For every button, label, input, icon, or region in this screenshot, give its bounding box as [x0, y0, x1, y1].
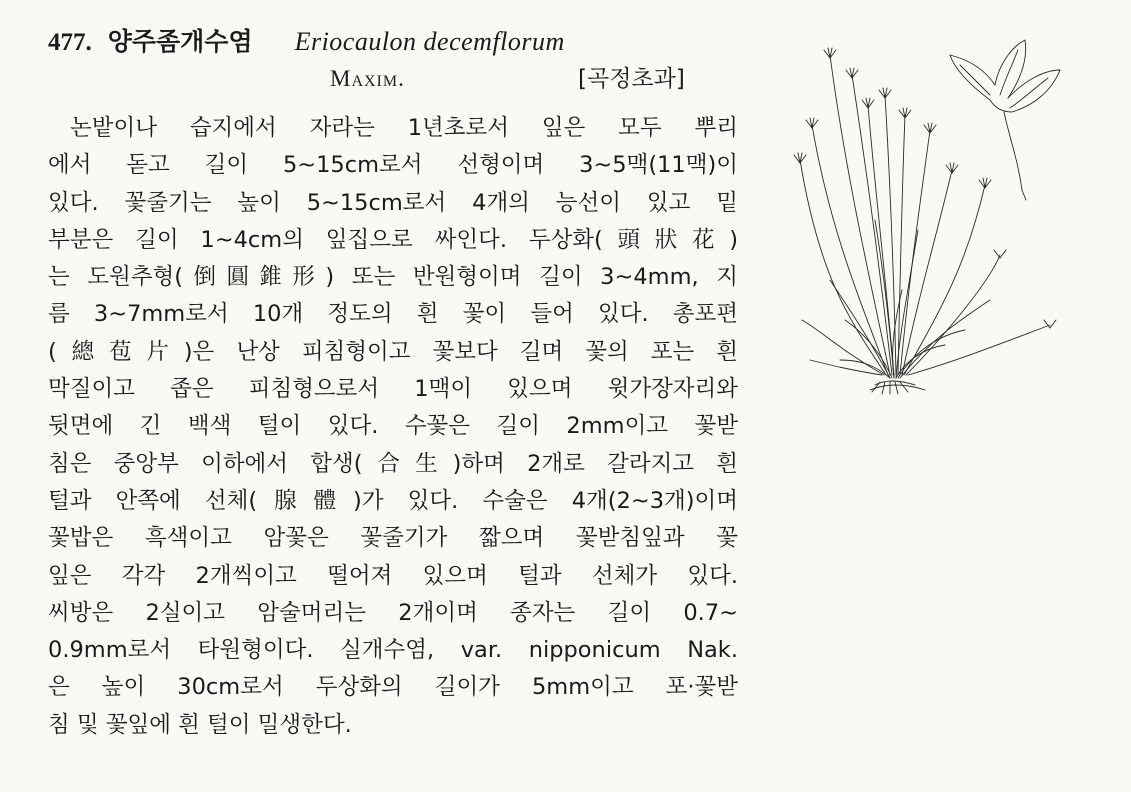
description-line: 있다. 꽃줄기는 높이 5~15cm로서 4개의 능선이 있고 밑 — [48, 189, 738, 216]
description-line: 침은 중앙부 이하에서 합생(合生)하며 2개로 갈라지고 흰 — [48, 450, 738, 477]
description-line: 는 도원추형(倒圓錐形) 또는 반원형이며 길이 3~4mm, 지 — [48, 264, 738, 291]
description-line: 침 및 꽃잎에 흰 털이 밀생한다. — [48, 711, 352, 738]
description-line: 에서 돋고 길이 5~15cm로서 선형이며 3~5맥(11맥)이 — [48, 152, 738, 179]
description-line: 뒷면에 긴 백색 털이 있다. 수꽃은 길이 2mm이고 꽃받 — [48, 413, 738, 440]
description-line: 털과 안쪽에 선체(腺體)가 있다. 수술은 4개(2~3개)이며 — [48, 487, 738, 514]
plant-family: [곡정초과] — [578, 66, 685, 92]
author-line — [330, 62, 750, 96]
plant-illustration — [790, 30, 1090, 400]
korean-name: 양주좀개수염 — [107, 27, 253, 56]
description-line: 은 높이 30cm로서 두상화의 길이가 5mm이고 포·꽃받 — [48, 674, 738, 701]
description-line: 잎은 각각 2개씩이고 떨어져 있으며 털과 선체가 있다. — [48, 562, 738, 589]
description-line: 꽃밥은 흑색이고 암꽃은 꽃줄기가 짧으며 꽃받침잎과 꽃 — [48, 525, 738, 552]
author-name: Maxim. — [330, 66, 405, 91]
entry-number: 477. — [48, 29, 92, 56]
description-text — [48, 110, 738, 744]
description-line: 0.9mm로서 타원형이다. 실개수염, var. nipponicum Nak. — [48, 637, 738, 664]
latin-name: Eriocaulon decemflorum — [294, 27, 565, 56]
description-line: (總苞片)은 난상 피침형이고 꽃보다 길며 꽃의 포는 흰 — [48, 338, 738, 365]
description-line: 부분은 길이 1~4cm의 잎집으로 싸인다. 두상화(頭狀花) — [48, 226, 738, 253]
description-line: 막질이고 좁은 피침형으로서 1맥이 있으며 윗가장자리와 — [48, 376, 738, 403]
description-line: 름 3~7mm로서 10개 정도의 흰 꽃이 들어 있다. 총포편 — [48, 301, 738, 328]
entry-title — [48, 22, 748, 62]
description-line: 씨방은 2실이고 암술머리는 2개이며 종자는 길이 0.7~ — [48, 599, 738, 626]
description-line: 논밭이나 습지에서 자라는 1년초로서 잎은 모두 뿌리 — [70, 115, 738, 141]
